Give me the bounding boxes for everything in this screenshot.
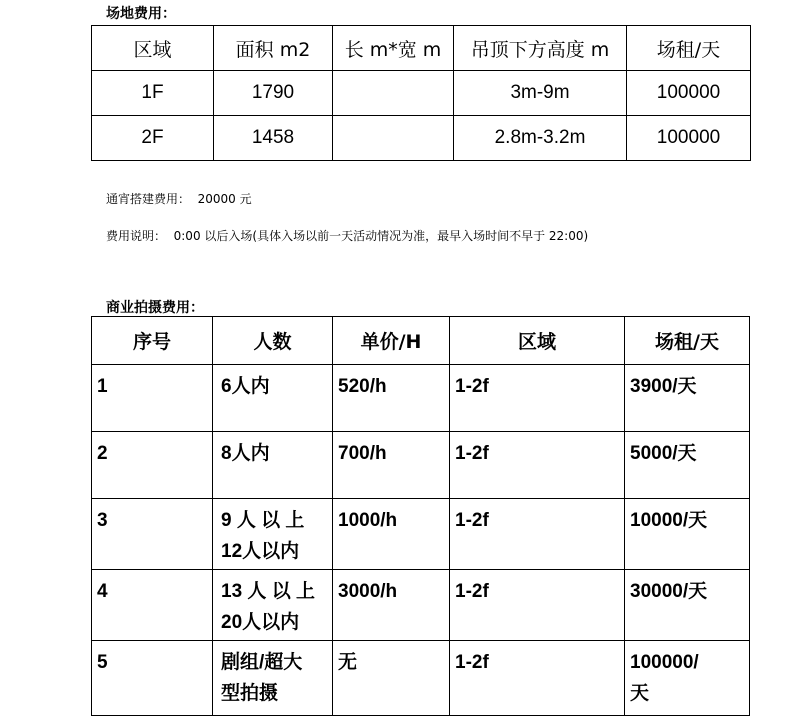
shoot-cell-area: 1-2f — [450, 432, 625, 499]
venue-header-ceiling-height: 吊顶下方高度 m — [454, 26, 627, 71]
venue-cell-daily-rent: 100000 — [627, 71, 751, 116]
shoot-cell-number: 5 — [92, 641, 213, 716]
shoot-cell-unit-price: 520/h — [333, 365, 450, 432]
shoot-rent-line: 30000/天 — [630, 581, 708, 602]
shoot-cell-area: 1-2f — [450, 365, 625, 432]
shoot-cell-daily-rent — [625, 499, 750, 570]
venue-cell-ceiling-height: 2.8m-3.2m — [454, 116, 627, 161]
venue-cell-ceiling-height: 3m-9m — [454, 71, 627, 116]
shoot-cell-daily-rent — [625, 570, 750, 641]
venue-header-row — [92, 26, 751, 71]
shoot-people-line: 13 人 以 上 — [221, 581, 315, 602]
shoot-header-unit-price: 单价/H — [333, 317, 450, 365]
venue-cell-size: 1458 — [214, 116, 333, 161]
shoot-rent-line: 5000/天 — [630, 443, 697, 464]
shoot-cell-unit-price: 无 — [333, 641, 450, 716]
venue-cell-dimensions — [333, 71, 454, 116]
shoot-cell-number: 2 — [92, 432, 213, 499]
table-row — [92, 641, 750, 716]
fee-explanation: 费用说明： 0:00 以后入场(具体入场以前一天活动情况为准，最早入场时间不早于 22:00) — [106, 229, 589, 243]
shoot-header-people: 人数 — [213, 317, 333, 365]
table-row — [92, 570, 750, 641]
overnight-build-fee: 通宵搭建费用： 20000 元 — [106, 192, 252, 206]
shoot-cell-daily-rent — [625, 365, 750, 432]
shoot-cell-area: 1-2f — [450, 499, 625, 570]
commercial-shoot-fee-title: 商业拍摄费用： — [106, 300, 204, 316]
commercial-shoot-fee-table — [91, 316, 750, 716]
table-row — [92, 432, 750, 499]
shoot-header-number: 序号 — [92, 317, 213, 365]
shoot-cell-number: 4 — [92, 570, 213, 641]
venue-cell-area: 2F — [92, 116, 214, 161]
shoot-cell-unit-price: 1000/h — [333, 499, 450, 570]
shoot-cell-people — [213, 499, 333, 570]
table-row — [92, 116, 751, 161]
shoot-cell-number: 3 — [92, 499, 213, 570]
shoot-rent-line: 天 — [630, 683, 650, 704]
shoot-cell-number: 1 — [92, 365, 213, 432]
shoot-cell-people — [213, 365, 333, 432]
shoot-header-row — [92, 317, 750, 365]
shoot-cell-unit-price: 3000/h — [333, 570, 450, 641]
shoot-cell-daily-rent — [625, 641, 750, 716]
shoot-cell-area: 1-2f — [450, 641, 625, 716]
venue-cell-dimensions — [333, 116, 454, 161]
venue-header-daily-rent: 场租/天 — [627, 26, 751, 71]
venue-fee-title: 场地费用： — [106, 6, 176, 22]
venue-fee-table — [91, 25, 751, 161]
shoot-header-area: 区域 — [450, 317, 625, 365]
venue-header-size: 面积 m2 — [214, 26, 333, 71]
shoot-rent-line: 3900/天 — [630, 376, 697, 397]
shoot-header-daily-rent: 场租/天 — [625, 317, 750, 365]
venue-cell-area: 1F — [92, 71, 214, 116]
table-row — [92, 499, 750, 570]
shoot-rent-line: 100000/ — [630, 652, 699, 673]
shoot-people-line: 12人以内 — [221, 541, 300, 562]
shoot-cell-area: 1-2f — [450, 570, 625, 641]
table-row — [92, 71, 751, 116]
venue-header-area: 区域 — [92, 26, 214, 71]
shoot-people-line: 剧组/超大 — [221, 652, 303, 673]
table-row — [92, 365, 750, 432]
shoot-cell-daily-rent — [625, 432, 750, 499]
shoot-people-line: 9 人 以 上 — [221, 510, 305, 531]
shoot-people-line: 型拍摄 — [221, 683, 279, 704]
venue-cell-daily-rent: 100000 — [627, 116, 751, 161]
shoot-rent-line: 10000/天 — [630, 510, 708, 531]
shoot-people-line: 20人以内 — [221, 612, 300, 633]
venue-cell-size: 1790 — [214, 71, 333, 116]
shoot-people-line: 8人内 — [221, 443, 270, 464]
shoot-cell-people — [213, 641, 333, 716]
shoot-people-line: 6人内 — [221, 376, 270, 397]
shoot-cell-unit-price: 700/h — [333, 432, 450, 499]
venue-header-dimensions: 长 m*宽 m — [333, 26, 454, 71]
shoot-cell-people — [213, 570, 333, 641]
shoot-cell-people — [213, 432, 333, 499]
